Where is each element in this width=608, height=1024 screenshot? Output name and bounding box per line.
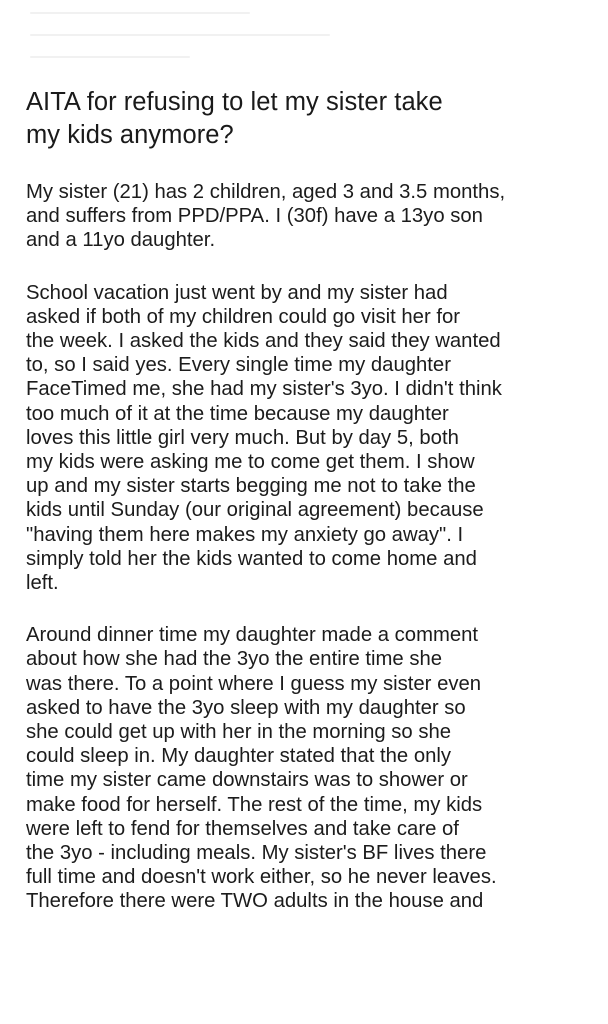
post-paragraph: My sister (21) has 2 children, aged 3 and 3.5 months, and suffers from PPD/PPA. I (30f) have a 13yo son and a 11yo daughter. [26,181,506,252]
faded-header-line [30,34,330,36]
post-body [26,180,586,914]
faded-header-line [30,56,190,58]
faded-header-line [30,12,250,14]
post [26,86,586,914]
faded-header-area [0,0,608,78]
post-paragraph: School vacation just went by and my sister had asked if both of my children could go visit her for the week. I asked the kids and they said they wanted to, so I said yes. Every single time my daughter FaceTimed me, she had my sister's 3yo. I didn't think too much of it at the time because my daughter loves this little girl very much. But by day 5, both my kids were asking me to come get them. I show up and my sister starts begging me not to take the kids until Sunday (our original agreement) because "having them here makes my anxiety go away". I simply told her the kids wanted to come home and left. [26,281,502,595]
post-paragraph: Around dinner time my daughter made a comment about how she had the 3yo the entire time she was there. To a point where I guess my sister even asked to have the 3yo sleep with my daughter so she could get up with her in the morning so she could sleep in. My daughter stated that the only time my sister came downstairs was to shower or make food for herself. The rest of the time, my kids were left to fend for themselves and take care of the 3yo - including meals. My sister's BF lives there full time and doesn't work either, so he never leaves. Therefore there were TWO adults in the house and [26,624,497,913]
post-title: AITA for refusing to let my sister take my kids anymore? [26,88,443,149]
